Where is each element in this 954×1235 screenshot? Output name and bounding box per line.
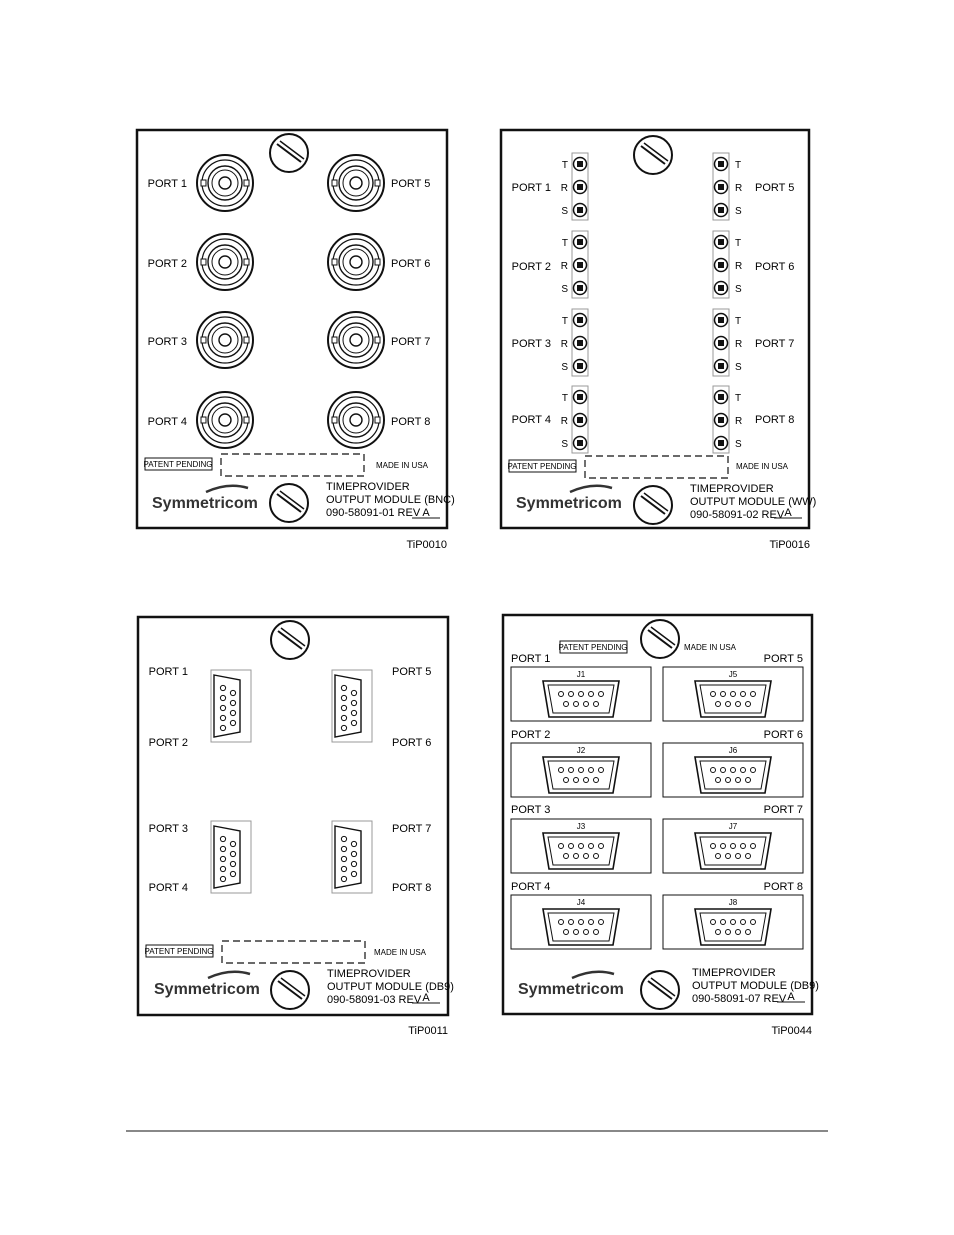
patent-pending-label: PATENT PENDING [143,460,213,469]
part-number: 090-58091-03 REV [327,994,422,1006]
bnc-connector-7 [328,312,384,368]
pin-label-t: T [561,316,568,327]
module-type: OUTPUT MODULE (BNC) [326,494,455,506]
pin-label-s: S [735,284,742,295]
port-label: PORT 4 [511,414,551,426]
brand-logo: Symmetricom [154,981,260,998]
port-label: PORT 3 [147,336,187,348]
port-label: PORT 6 [763,729,803,741]
rev-letter: A [422,507,430,519]
db9-connector-j8 [695,909,771,945]
figure-id: TiP0044 [771,1025,812,1037]
made-in-label: MADE IN USA [374,948,427,957]
pin-label-s: S [561,284,568,295]
module-title: TIMEPROVIDER [690,483,774,495]
jack-label: J1 [576,670,586,679]
panel-bnc [137,130,455,551]
port-label: PORT 2 [511,729,551,741]
port-label: PORT 6 [755,261,795,273]
port-label: PORT 5 [763,653,803,665]
rev-letter: A [787,991,795,1003]
jack-label: J2 [576,746,586,755]
brand-logo: Symmetricom [518,981,624,998]
pin-label-r: R [560,416,568,427]
port-label: PORT 2 [147,258,187,270]
port-label: PORT 8 [755,414,795,426]
port-label: PORT 7 [391,336,431,348]
jack-label: J7 [728,822,738,831]
port-label: PORT 1 [511,182,551,194]
jack-label: J8 [728,898,738,907]
port-label: PORT 3 [511,804,551,816]
db9-connector-j2 [543,757,619,793]
db9-connector-3 [211,821,251,893]
port-label: PORT 8 [763,881,803,893]
pin-label-r: R [735,416,743,427]
port-label: PORT 2 [148,737,188,749]
patent-pending-label: PATENT PENDING [144,947,214,956]
jack-label: J3 [576,822,586,831]
figure-id: TiP0016 [769,539,810,551]
part-number: 090-58091-01 REV [326,507,421,519]
made-in-label: MADE IN USA [736,462,789,471]
pin-label-s: S [561,206,568,217]
bnc-connector-4 [197,392,253,448]
db9-connector-5 [332,670,372,742]
rev-letter: A [784,507,792,519]
port-label: PORT 3 [511,338,551,350]
jack-label: J6 [728,746,738,755]
port-label: PORT 7 [755,338,795,350]
port-label: PORT 1 [511,653,551,665]
patent-pending-label: PATENT PENDING [558,643,628,652]
pin-label-r: R [560,261,568,272]
bnc-connector-1 [197,155,253,211]
patent-pending-label: PATENT PENDING [507,462,577,471]
panel-ww [501,130,816,551]
pin-label-s: S [561,362,568,373]
pin-label-r: R [560,183,568,194]
figure-id: TiP0011 [408,1025,448,1037]
part-number: 090-58091-02 REV [690,509,785,521]
db9-connector-j5 [695,681,771,717]
panel-db9-horizontal [503,615,819,1037]
module-type: OUTPUT MODULE (DB9) [692,980,819,992]
module-title: TIMEPROVIDER [326,481,410,493]
port-label: PORT 8 [391,416,431,428]
db9-connector-j1 [543,681,619,717]
pin-label-t: T [735,393,742,404]
port-label: PORT 4 [148,882,188,894]
pin-label-r: R [560,339,568,350]
port-label: PORT 8 [392,882,432,894]
port-label: PORT 1 [147,178,187,190]
rev-letter: A [422,992,430,1004]
made-in-label: MADE IN USA [376,461,429,470]
port-label: PORT 5 [391,178,431,190]
bnc-connector-3 [197,312,253,368]
made-in-label: MADE IN USA [684,643,737,652]
db9-connector-j7 [695,833,771,869]
port-label: PORT 7 [392,823,432,835]
pin-label-t: T [735,316,742,327]
brand-logo: Symmetricom [152,495,258,512]
pin-label-r: R [735,339,743,350]
pin-label-s: S [735,439,742,450]
pin-label-s: S [735,206,742,217]
bnc-connector-2 [197,234,253,290]
part-number: 090-58091-07 REV [692,993,787,1005]
pin-label-s: S [735,362,742,373]
pin-label-r: R [735,261,743,272]
jack-label: J5 [728,670,738,679]
pin-label-s: S [561,439,568,450]
bnc-connector-8 [328,392,384,448]
port-label: PORT 6 [392,737,432,749]
port-label: PORT 4 [511,881,551,893]
brand-logo: Symmetricom [516,495,622,512]
db9-connector-j4 [543,909,619,945]
db9-connector-1 [211,670,251,742]
pin-label-t: T [735,160,742,171]
bnc-connector-6 [328,234,384,290]
pin-label-t: T [561,160,568,171]
module-type: OUTPUT MODULE (WW) [690,496,817,508]
db9-connector-7 [332,821,372,893]
pin-label-t: T [735,238,742,249]
module-title: TIMEPROVIDER [327,968,411,980]
panel-db9-vertical [138,617,454,1037]
port-label: PORT 4 [147,416,187,428]
port-label: PORT 1 [148,666,188,678]
jack-label: J4 [576,898,586,907]
port-label: PORT 7 [763,804,803,816]
pin-label-r: R [735,183,743,194]
db9-connector-j3 [543,833,619,869]
figure-id: TiP0010 [406,539,447,551]
port-label: PORT 5 [392,666,432,678]
port-label: PORT 2 [511,261,551,273]
port-label: PORT 6 [391,258,431,270]
pin-label-t: T [561,238,568,249]
port-label: PORT 5 [755,182,795,194]
module-type: OUTPUT MODULE (DB9) [327,981,454,993]
pin-label-t: T [561,393,568,404]
db9-connector-j6 [695,757,771,793]
port-label: PORT 3 [148,823,188,835]
module-title: TIMEPROVIDER [692,967,776,979]
bnc-connector-5 [328,155,384,211]
